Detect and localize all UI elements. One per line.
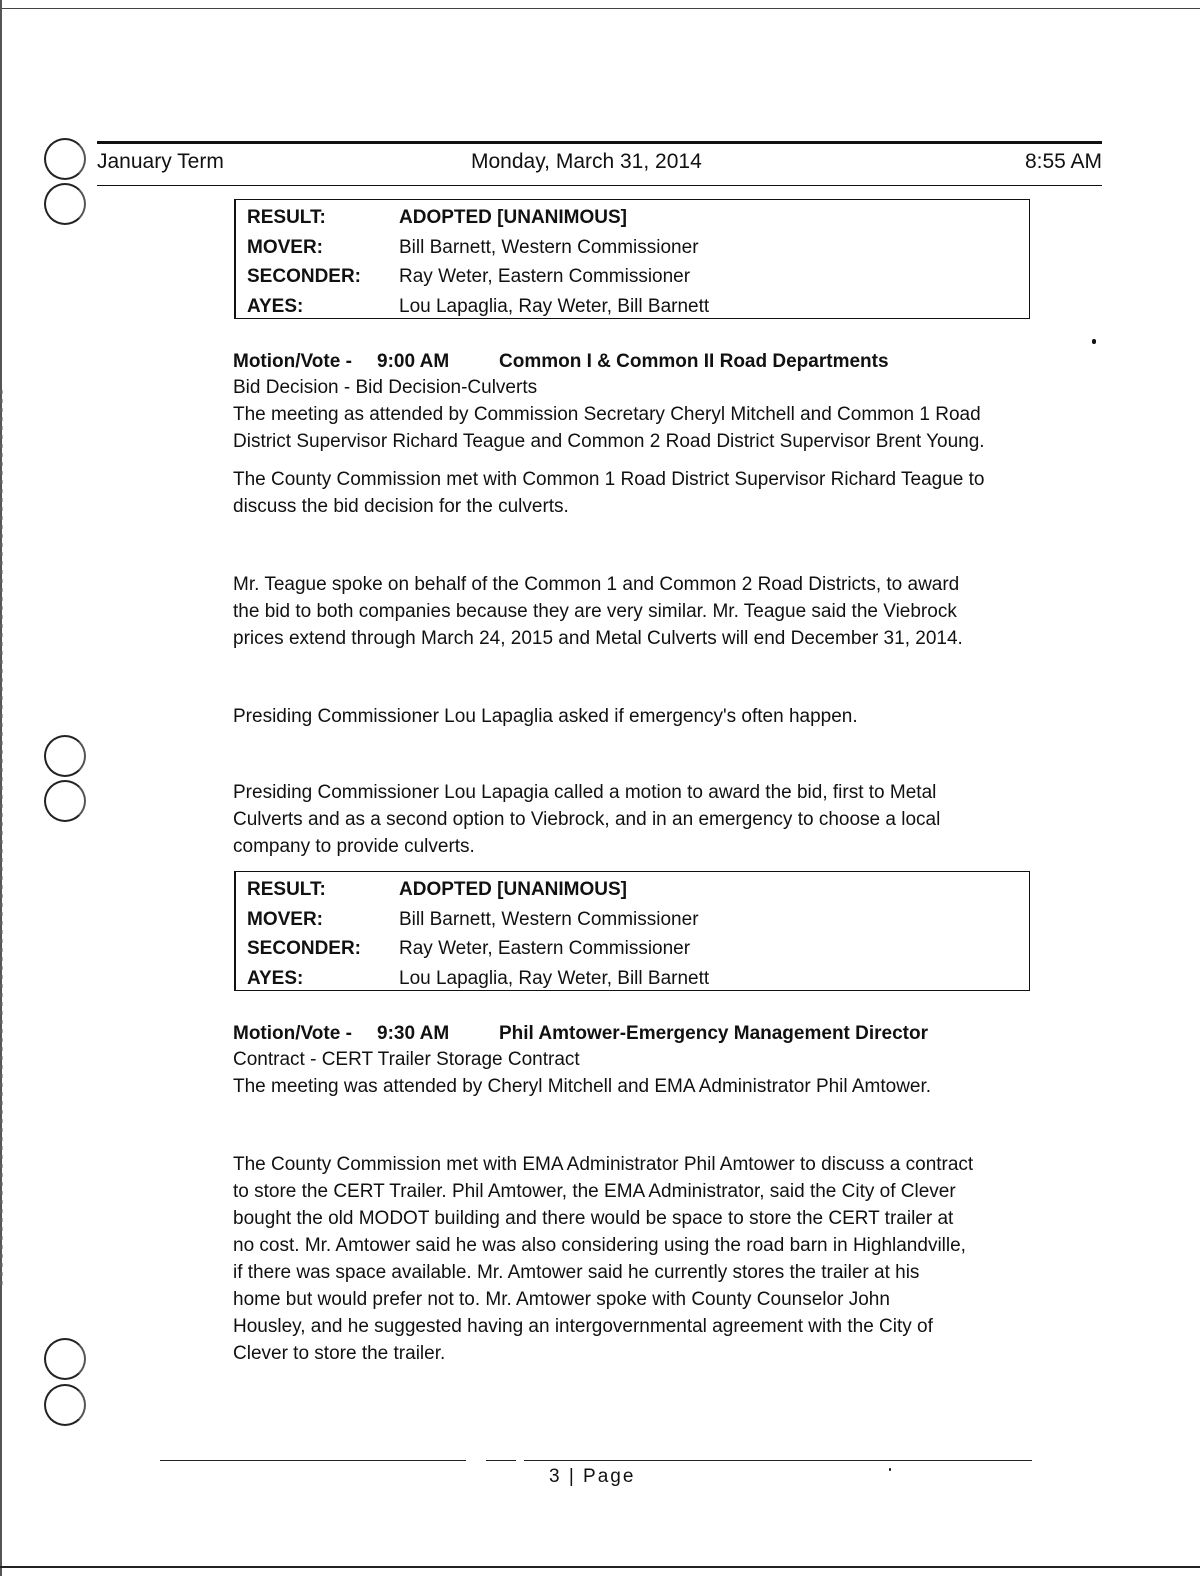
scan-speck [1092, 339, 1096, 344]
paragraph-line: Clever to store the trailer. [233, 1343, 446, 1364]
vote-label: RESULT: [247, 879, 326, 900]
vote-label: MOVER: [247, 236, 323, 258]
scan-edge-top [0, 8, 1200, 9]
paragraph-line: bought the old MODOT building and there would be space to store the CERT trailer at [233, 1208, 954, 1229]
header-term: January Term [97, 150, 224, 173]
header-time: 8:55 AM [1024, 150, 1102, 173]
footer-rule [486, 1460, 516, 1461]
scan-edge-bottom [0, 1566, 1200, 1568]
paragraph-line: Presiding Commissioner Lou Lapaglia asked if emergency's often happen. [233, 706, 858, 727]
binder-hole-icon [44, 735, 86, 777]
vote-value: Lou Lapaglia, Ray Weter, Bill Barnett [399, 967, 710, 989]
vote-value: ADOPTED [UNANIMOUS] [399, 879, 627, 900]
paragraph-line: Housley, and he suggested having an intergovernmental agreement with the City of [233, 1316, 933, 1337]
paragraph-line: the bid to both companies because they are very similar. Mr. Teague said the Viebrock [233, 601, 957, 622]
scan-edge-left-dashes [0, 390, 3, 1290]
binder-hole-icon [44, 183, 86, 225]
vote-row-result [247, 875, 1029, 905]
vote-label: AYES: [247, 967, 304, 989]
vote-row-seconder [247, 934, 1029, 964]
motion-subtitle: Bid Decision - Bid Decision-Culverts [233, 377, 538, 398]
binder-hole-icon [44, 780, 86, 822]
page-number: 3 | Page [549, 1466, 636, 1487]
vote-value: Lou Lapaglia, Ray Weter, Bill Barnett [399, 295, 710, 317]
vote-result-box [234, 199, 1030, 319]
footer-rule [524, 1460, 1032, 1461]
motion-title: Phil Amtower-Emergency Management Director [499, 1023, 929, 1044]
vote-row-result [247, 203, 1029, 233]
page-header [97, 150, 1102, 180]
vote-result-box [234, 871, 1030, 991]
vote-label: SECONDER: [247, 266, 362, 287]
vote-value: ADOPTED [UNANIMOUS] [399, 207, 627, 228]
scan-speck [889, 1468, 891, 1471]
motion-subtitle: Contract - CERT Trailer Storage Contract [233, 1049, 580, 1070]
vote-row-seconder [247, 262, 1029, 292]
paragraph-line: to store the CERT Trailer. Phil Amtower, the EMA Administrator, said the City of Clever [233, 1181, 956, 1202]
paragraph-line: company to provide culverts. [233, 836, 475, 857]
binder-hole-icon [44, 1384, 86, 1426]
paragraph-line: Presiding Commissioner Lou Lapagia called a motion to award the bid, first to Metal [233, 782, 937, 803]
footer-rule [160, 1460, 466, 1461]
motion-time: 9:00 AM [377, 351, 450, 372]
paragraph-line: no cost. Mr. Amtower said he was also considering using the road barn in Highlandville, [233, 1235, 966, 1256]
motion-title: Common I & Common II Road Departments [499, 351, 889, 372]
paragraph-line: Culverts and as a second option to Viebrock, and in an emergency to choose a local [233, 809, 941, 830]
vote-value: Ray Weter, Eastern Commissioner [399, 938, 691, 959]
vote-row-mover [247, 905, 1029, 935]
header-rule [97, 141, 1102, 144]
vote-label: MOVER: [247, 908, 323, 930]
paragraph-line: home but would prefer not to. Mr. Amtower spoke with County Counselor John [233, 1289, 890, 1310]
vote-row-ayes [247, 292, 1029, 322]
paragraph-line: The County Commission met with Common 1 Road District Supervisor Richard Teague to [233, 469, 985, 490]
vote-label: RESULT: [247, 207, 326, 228]
paragraph-line: discuss the bid decision for the culverts. [233, 496, 569, 517]
paragraph-line: Mr. Teague spoke on behalf of the Common 1 and Common 2 Road Districts, to award [233, 574, 960, 595]
header-date: Monday, March 31, 2014 [471, 150, 702, 173]
motion-heading [233, 349, 1033, 376]
motion-label: Motion/Vote - [233, 1023, 352, 1044]
header-underline [97, 185, 1102, 186]
paragraph-line: District Supervisor Richard Teague and Common 2 Road District Supervisor Brent Young. [233, 431, 985, 452]
vote-label: AYES: [247, 295, 304, 317]
binder-hole-icon [44, 1338, 86, 1380]
vote-row-ayes [247, 964, 1029, 994]
vote-value: Bill Barnett, Western Commissioner [399, 908, 699, 930]
paragraph-line: if there was space available. Mr. Amtower said he currently stores the trailer at his [233, 1262, 920, 1283]
paragraph-line: The meeting was attended by Cheryl Mitchell and EMA Administrator Phil Amtower. [233, 1076, 932, 1097]
vote-row-mover [247, 233, 1029, 263]
motion-heading [233, 1021, 1033, 1048]
paragraph-line: The meeting as attended by Commission Secretary Cheryl Mitchell and Common 1 Road [233, 404, 981, 425]
binder-hole-icon [44, 138, 86, 180]
paragraph-line: The County Commission met with EMA Administrator Phil Amtower to discuss a contract [233, 1154, 974, 1175]
paragraph-line: prices extend through March 24, 2015 and Metal Culverts will end December 31, 2014. [233, 628, 963, 649]
vote-value: Ray Weter, Eastern Commissioner [399, 266, 691, 287]
vote-label: SECONDER: [247, 938, 362, 959]
vote-value: Bill Barnett, Western Commissioner [399, 236, 699, 258]
motion-time: 9:30 AM [377, 1023, 450, 1044]
motion-label: Motion/Vote - [233, 351, 352, 372]
